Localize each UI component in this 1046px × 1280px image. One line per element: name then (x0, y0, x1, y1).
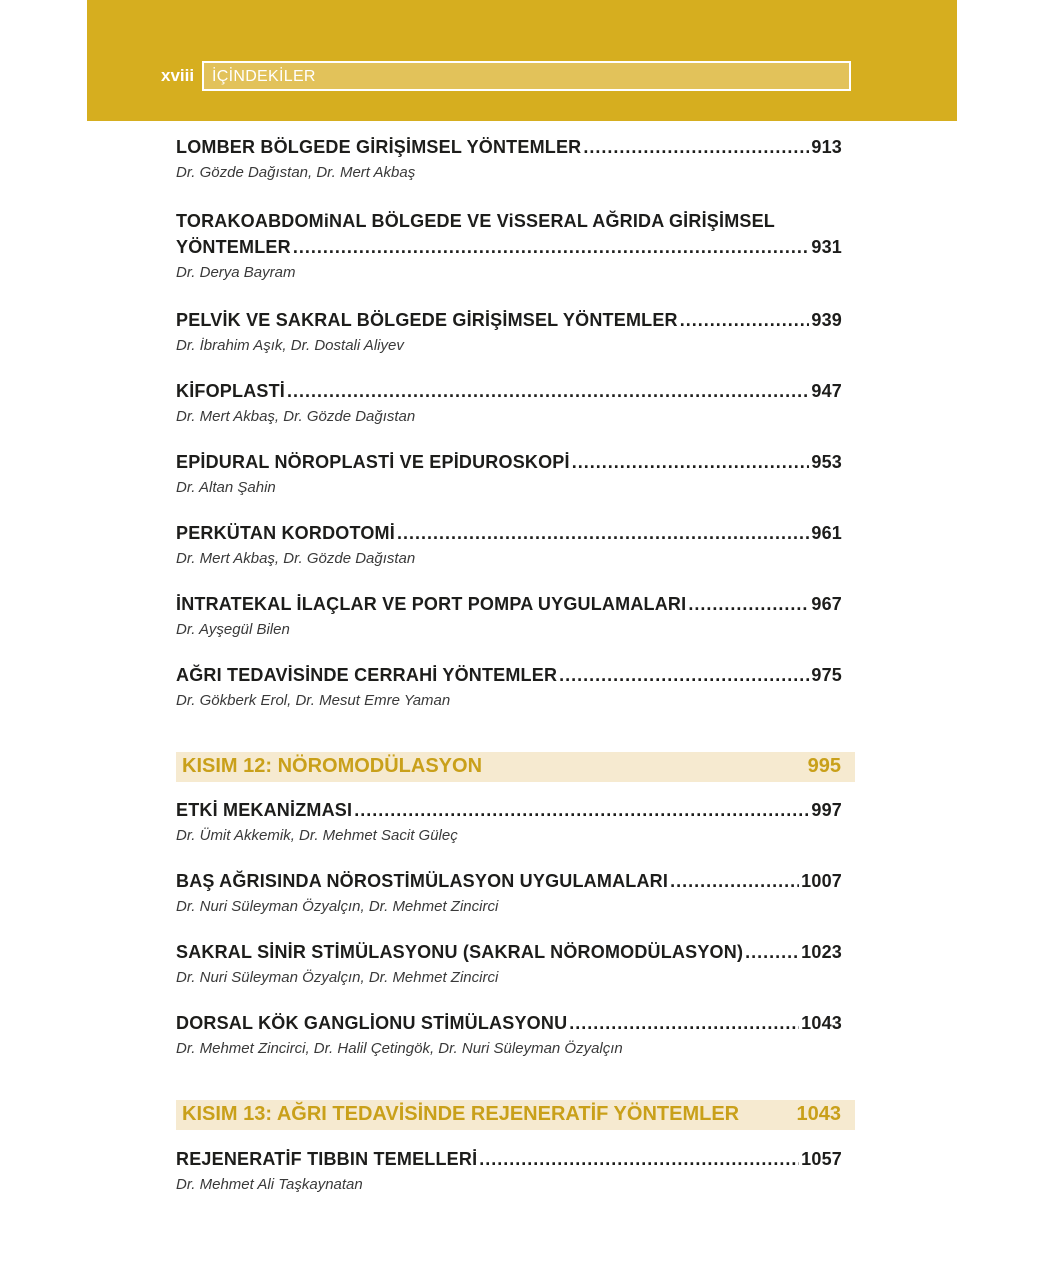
toc-entry-authors: Dr. Mehmet Ali Taşkaynatan (176, 1176, 363, 1193)
toc-entry-title-line (176, 868, 842, 894)
leader-dots (287, 378, 809, 404)
toc-entry-authors: Dr. Mert Akbaş, Dr. Gözde Dağıstan (176, 408, 416, 425)
leader-dots (479, 1146, 799, 1172)
toc-entry-authors: Dr. Gökberk Erol, Dr. Mesut Emre Yaman (176, 692, 451, 709)
toc-entry-page: 997 (811, 800, 842, 820)
toc-entry[interactable] (176, 378, 842, 425)
leader-dots (688, 591, 809, 617)
toc-entry-title: REJENERATİF TIBBIN TEMELLERİ (176, 1149, 478, 1169)
toc-entry-authors: Dr. Mert Akbaş, Dr. Gözde Dağıstan (176, 550, 416, 567)
leader-dots (569, 1010, 799, 1036)
toc-entry-page: 961 (811, 523, 842, 543)
toc-entry-title: İNTRATEKAL İLAÇLAR VE PORT POMPA UYGULAMALARI (176, 594, 687, 614)
toc-entry-title: DORSAL KÖK GANGLİONU STİMÜLASYONU (176, 1013, 568, 1033)
toc-entry[interactable] (176, 662, 842, 709)
toc-entry[interactable] (176, 134, 842, 181)
section-title: KISIM 13: AĞRI TEDAVİSİNDE REJENERATİF YÖNTEMLER (182, 1103, 740, 1125)
section-header-12[interactable] (176, 752, 855, 782)
leader-dots (745, 939, 799, 965)
leader-dots (680, 307, 810, 333)
toc-entry-title-line (176, 939, 842, 965)
toc-entry[interactable] (176, 520, 842, 567)
toc-entry-title: AĞRI TEDAVİSİNDE CERRAHİ YÖNTEMLER (176, 665, 558, 685)
section-page: 1043 (796, 1103, 841, 1125)
toc-entry-title: KİFOPLASTİ (176, 381, 285, 401)
toc-entry-page: 939 (811, 310, 842, 330)
toc-entry[interactable] (176, 1010, 842, 1057)
toc-entry[interactable] (176, 449, 842, 496)
toc-entry[interactable] (176, 307, 842, 354)
toc-entry-page: 975 (811, 665, 842, 685)
leader-dots (293, 234, 810, 260)
toc-entry-title: BAŞ AĞRISINDA NÖROSTİMÜLASYON UYGULAMALARI (176, 871, 669, 891)
leader-dots (559, 662, 809, 688)
toc-entry[interactable] (176, 797, 842, 844)
toc-entry-title-line (176, 378, 842, 404)
header-band (87, 0, 957, 121)
leader-dots (354, 797, 809, 823)
toc-entry-title: SAKRAL SİNİR STİMÜLASYONU (SAKRAL NÖROMODÜLASYON) (176, 942, 744, 962)
toc-entry-page: 1057 (801, 1149, 842, 1169)
toc-entry-title: YÖNTEMLER (176, 237, 291, 257)
toc-entry-page: 1007 (801, 871, 842, 891)
toc-entry-title-line (176, 520, 842, 546)
page-number: xviii (161, 66, 195, 85)
header-title-box (202, 61, 851, 91)
leader-dots (397, 520, 809, 546)
toc-entry-title: ETKİ MEKANİZMASI (176, 800, 353, 820)
toc-entry-authors: Dr. Gözde Dağıstan, Dr. Mert Akbaş (176, 164, 416, 181)
toc-entry-page: 953 (811, 452, 842, 472)
toc-entry[interactable] (176, 208, 842, 281)
toc-entry-page: 967 (811, 594, 842, 614)
leader-dots (670, 868, 799, 894)
toc-entry-page: 1043 (801, 1013, 842, 1033)
toc-entry-page: 931 (811, 237, 842, 257)
toc-entry[interactable] (176, 939, 842, 986)
toc-entry[interactable] (176, 1146, 842, 1193)
toc-entry-title: PELVİK VE SAKRAL BÖLGEDE GİRİŞİMSEL YÖNTEMLER (176, 310, 678, 330)
toc-entry-title: PERKÜTAN KORDOTOMİ (176, 523, 395, 543)
toc-entry-title-line (176, 1146, 842, 1172)
toc-entry-authors: Dr. Ayşegül Bilen (176, 621, 290, 638)
leader-dots (572, 449, 810, 475)
section-page: 995 (807, 755, 841, 777)
toc-entry-authors: Dr. İbrahim Aşık, Dr. Dostali Aliyev (176, 337, 404, 354)
toc-entry-authors: Dr. Derya Bayram (176, 264, 296, 281)
toc-entry-title-line (176, 1010, 842, 1036)
toc-entry-authors: Dr. Altan Şahin (176, 479, 276, 496)
toc-entry-authors: Dr. Nuri Süleyman Özyalçın, Dr. Mehmet Zincirci (176, 898, 499, 915)
toc-entry-title-line (176, 134, 842, 160)
toc-entry-page: 1023 (801, 942, 842, 962)
page-title: İÇİNDEKİLER (212, 68, 316, 85)
toc-entry-title-line (176, 307, 842, 333)
toc-entry-page: 913 (811, 137, 842, 157)
leader-dots (583, 134, 809, 160)
toc-entry-title-line (176, 234, 842, 260)
toc-entry-authors: Dr. Ümit Akkemik, Dr. Mehmet Sacit Güleç (176, 827, 458, 844)
toc-entry-title: LOMBER BÖLGEDE GİRİŞİMSEL YÖNTEMLER (176, 137, 582, 157)
toc-entry-title: EPİDURAL NÖROPLASTİ VE EPİDUROSKOPİ (176, 452, 570, 472)
toc-entry-title-line (176, 591, 842, 617)
toc-entry-authors: Dr. Nuri Süleyman Özyalçın, Dr. Mehmet Zincirci (176, 969, 499, 986)
section-header-13[interactable] (176, 1100, 855, 1130)
toc-entry[interactable] (176, 868, 842, 915)
toc-entry-authors: Dr. Mehmet Zincirci, Dr. Halil Çetingök, Dr. Nuri Süleyman Özyalçın (176, 1040, 623, 1057)
toc-entry-title-first-line: TORAKOABDOMiNAL BÖLGEDE VE ViSSERAL AĞRIDA GİRİŞİMSEL (176, 211, 775, 231)
toc-entry-title-line (176, 797, 842, 823)
toc-entry[interactable] (176, 591, 842, 638)
toc-entry-title-line (176, 662, 842, 688)
toc-entry-page: 947 (811, 381, 842, 401)
section-title: KISIM 12: NÖROMODÜLASYON (182, 755, 483, 777)
toc-entry-title-line (176, 449, 842, 475)
